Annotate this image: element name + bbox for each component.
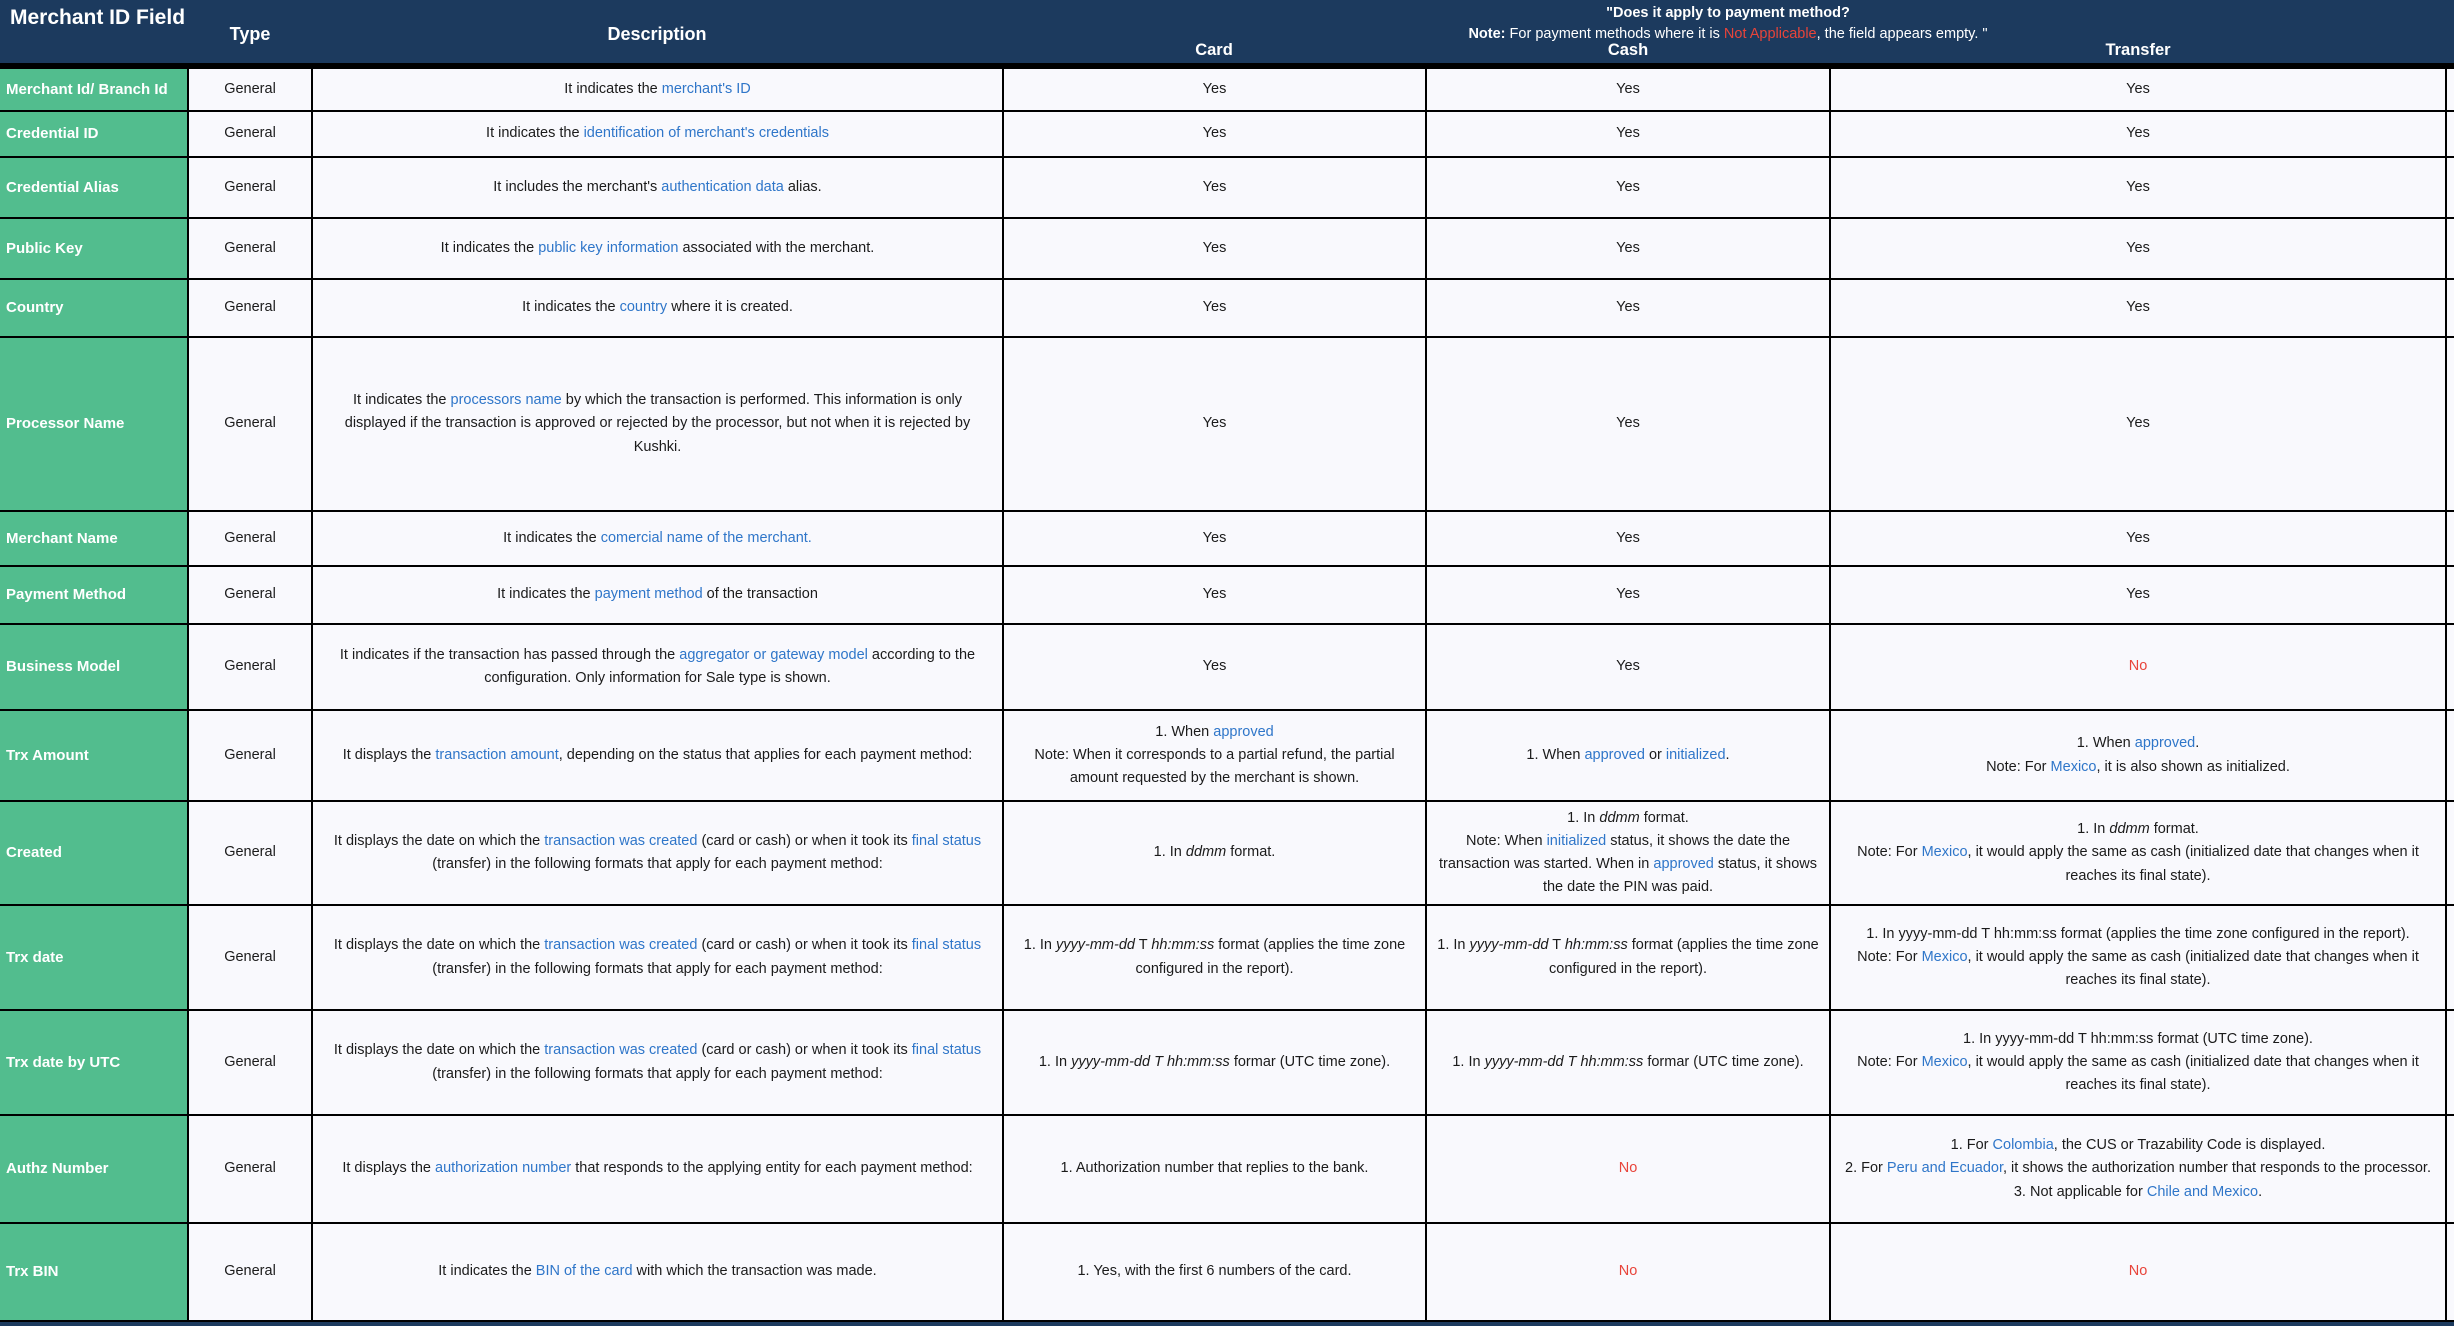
type-cell: General: [188, 566, 312, 624]
text-segment: 1. Authorization number that replies to the bank.: [1060, 1160, 1369, 1177]
column-header-cash: Cash: [1607, 41, 1649, 59]
type-cell: General: [188, 624, 312, 710]
field-label: Credential ID: [0, 111, 188, 157]
inline-link[interactable]: authorization number: [435, 1160, 572, 1177]
text-segment: alias.: [783, 178, 822, 195]
field-label: Trx BIN: [0, 1223, 188, 1321]
empty-cell: [2446, 68, 2454, 111]
text-segment: Yes: [1202, 658, 1227, 675]
card-cell: [1003, 157, 1426, 218]
text-segment: It indicates if the transaction has passed through the: [339, 646, 680, 663]
table-row: [0, 157, 2454, 218]
table-row: [0, 710, 2454, 801]
cash-cell: [1426, 1223, 1830, 1321]
inline-link[interactable]: country: [619, 299, 668, 316]
text-segment: Note: When it corresponds to a partial refund, the partial amount requested by the merchant is shown.: [1034, 746, 1395, 787]
inline-link[interactable]: approved: [2134, 735, 2196, 752]
note-prefix: Note:: [1468, 26, 1506, 43]
transfer-cell: [1830, 624, 2446, 710]
text-segment: Yes: [1202, 125, 1227, 142]
inline-link[interactable]: final status: [911, 832, 982, 849]
text-segment: T: [1134, 937, 1152, 954]
text-segment: or: [1644, 746, 1666, 763]
text-segment: Yes: [2126, 80, 2150, 97]
cash-cell: [1426, 1115, 1830, 1223]
field-label: Trx date: [0, 905, 188, 1010]
table-row: [0, 624, 2454, 710]
text-segment: Yes: [1616, 299, 1640, 316]
inline-link[interactable]: initialized: [1665, 746, 1726, 763]
apply-to-payment-method-note: [1468, 3, 1987, 45]
text-segment: , it would apply the same as cash (initialized date that changes when it reaches its final state).: [1967, 948, 2419, 989]
text-segment: associated with the merchant.: [678, 239, 875, 256]
cash-cell: [1426, 905, 1830, 1010]
field-label: Trx date by UTC: [0, 1010, 188, 1115]
text-segment: Yes: [2126, 239, 2150, 256]
transfer-cell: [1830, 801, 2446, 905]
inline-link[interactable]: approved: [1584, 746, 1645, 763]
desc-cell: [312, 157, 1003, 218]
text-segment: 1. In: [2077, 821, 2110, 838]
text-segment: It indicates the: [564, 80, 662, 97]
field-label: Payment Method: [0, 566, 188, 624]
note-text: For payment methods where it is: [1505, 26, 1724, 43]
text-segment: ddmm: [1185, 844, 1227, 861]
desc-cell: [312, 1010, 1003, 1115]
text-segment: with which the transaction was made.: [632, 1263, 877, 1280]
desc-cell: [312, 511, 1003, 566]
cash-cell: [1426, 157, 1830, 218]
type-cell: General: [188, 157, 312, 218]
inline-link[interactable]: final status: [911, 937, 982, 954]
card-cell: [1003, 1115, 1426, 1223]
text-segment: .: [2258, 1183, 2263, 1200]
text-segment: , it shows the authorization number that responds to the processor.: [2003, 1160, 2431, 1177]
cash-cell: [1426, 337, 1830, 511]
text-segment: Yes: [1616, 178, 1640, 195]
field-label: Trx Amount: [0, 710, 188, 801]
empty-cell: [2446, 1223, 2454, 1321]
type-cell: General: [188, 710, 312, 801]
card-cell: [1003, 710, 1426, 801]
text-segment: No: [2128, 658, 2148, 675]
empty-cell: [2446, 337, 2454, 511]
empty-cell: [2446, 511, 2454, 566]
empty-cell: [2446, 279, 2454, 337]
inline-link[interactable]: transaction was created: [544, 1042, 698, 1059]
text-segment: Yes: [1616, 125, 1640, 142]
inline-link[interactable]: initialized: [1546, 832, 1607, 849]
text-segment: Note: For: [1857, 844, 1922, 861]
empty-cell: [2446, 566, 2454, 624]
text-segment: status, it shows the date the transaction was started. When in: [1438, 832, 1791, 872]
text-segment: (transfer) in the following formats that apply for each payment method:: [432, 1065, 883, 1082]
card-cell: [1003, 511, 1426, 566]
column-header-type: Type: [229, 24, 271, 44]
field-label: Merchant Name: [0, 511, 188, 566]
text-segment: , it would apply the same as cash (initialized date that changes when it reaches its final state).: [1967, 1053, 2419, 1094]
text-segment: 1. In: [1567, 809, 1600, 826]
text-segment: Yes: [1616, 415, 1640, 432]
column-header-transfer: Transfer: [2105, 41, 2171, 59]
card-cell: [1003, 68, 1426, 111]
text-segment: .: [2195, 735, 2200, 752]
table-row: [0, 337, 2454, 511]
inline-link[interactable]: Mexico: [1921, 1053, 1968, 1070]
apply-question-line: "Does it apply to payment method?: [1606, 5, 1850, 21]
text-segment: (card or cash) or when it took its: [697, 1042, 912, 1059]
fields-table: [0, 67, 2454, 1322]
text-segment: format (applies the time zone configured in the report).: [1549, 937, 1819, 977]
text-segment: 1. In yyyy-mm-dd T hh:mm:ss format (UTC time zone).: [1963, 1030, 2313, 1047]
text-segment: formar (UTC time zone).: [1229, 1053, 1391, 1070]
text-segment: of the transaction: [702, 586, 818, 603]
empty-cell: [2446, 801, 2454, 905]
field-label: Public Key: [0, 218, 188, 279]
table-row: [0, 218, 2454, 279]
note-suffix: , the field appears empty. ": [1816, 26, 1988, 43]
not-applicable-highlight: Not Applicable: [1723, 26, 1817, 43]
text-segment: It displays the date on which the: [333, 832, 545, 849]
card-cell: [1003, 1223, 1426, 1321]
text-segment: T: [1548, 937, 1565, 954]
empty-cell: [2446, 1010, 2454, 1115]
text-segment: It displays the: [342, 746, 436, 763]
type-cell: General: [188, 68, 312, 111]
text-segment: It indicates the: [438, 1263, 536, 1280]
text-segment: hh:mm:ss: [1564, 937, 1628, 954]
card-cell: [1003, 337, 1426, 511]
table-row: [0, 279, 2454, 337]
field-label: Processor Name: [0, 337, 188, 511]
transfer-cell: [1830, 279, 2446, 337]
inline-link[interactable]: Colombia: [1992, 1137, 2054, 1154]
transfer-cell: [1830, 905, 2446, 1010]
field-label: Merchant Id/ Branch Id: [0, 68, 188, 111]
text-segment: It indicates the: [352, 392, 451, 409]
field-label: Credential Alias: [0, 157, 188, 218]
text-segment: It indicates the: [522, 299, 620, 316]
cash-cell: [1426, 801, 1830, 905]
inline-link[interactable]: final status: [911, 1042, 982, 1059]
text-segment: Yes: [1616, 658, 1640, 675]
desc-cell: [312, 68, 1003, 111]
text-segment: , depending on the status that applies for each payment method:: [558, 746, 973, 763]
text-segment: format.: [1226, 844, 1276, 861]
transfer-cell: [1830, 566, 2446, 624]
table-row: [0, 566, 2454, 624]
text-segment: , the CUS or Trazability Code is displayed.: [2053, 1137, 2326, 1154]
empty-cell: [2446, 624, 2454, 710]
card-cell: [1003, 1010, 1426, 1115]
text-segment: No: [2128, 1263, 2148, 1280]
text-segment: 1. In: [1153, 844, 1186, 861]
text-segment: format.: [2149, 821, 2199, 838]
table-row: [0, 801, 2454, 905]
text-segment: 1. In: [1038, 1053, 1072, 1070]
transfer-cell: [1830, 68, 2446, 111]
desc-cell: [312, 905, 1003, 1010]
text-segment: format.: [1639, 809, 1689, 826]
text-segment: ddmm: [2109, 821, 2150, 838]
text-segment: by which the transaction is performed. This information is only displayed if the transaction is approved or rejected by the processor, but not when it is rejected by Kushki.: [344, 392, 971, 455]
apply-note-line: [1468, 24, 1987, 45]
text-segment: Note: For: [1857, 1053, 1922, 1070]
field-label: Country: [0, 279, 188, 337]
empty-cell: [2446, 905, 2454, 1010]
cash-cell: [1426, 111, 1830, 157]
inline-link[interactable]: processors name: [450, 392, 562, 409]
empty-cell: [2446, 218, 2454, 279]
text-segment: Yes: [1616, 529, 1640, 546]
text-segment: Yes: [1202, 239, 1227, 256]
inline-link[interactable]: approved: [1213, 723, 1274, 740]
text-segment: 1. In: [1452, 1053, 1485, 1070]
transfer-cell: [1830, 1115, 2446, 1223]
text-segment: .: [1725, 746, 1730, 763]
cash-cell: [1426, 624, 1830, 710]
text-segment: No: [1618, 1263, 1638, 1280]
type-cell: General: [188, 337, 312, 511]
text-segment: 1. In yyyy-mm-dd T hh:mm:ss format (applies the time zone configured in the report).: [1866, 925, 2410, 942]
text-segment: ddmm: [1599, 809, 1640, 826]
text-segment: Yes: [1202, 586, 1227, 603]
text-segment: Yes: [1202, 529, 1227, 546]
type-cell: General: [188, 801, 312, 905]
empty-cell: [2446, 710, 2454, 801]
transfer-cell: [1830, 111, 2446, 157]
desc-cell: [312, 111, 1003, 157]
desc-cell: [312, 1223, 1003, 1321]
card-cell: [1003, 905, 1426, 1010]
text-segment: where it is created.: [667, 299, 793, 316]
text-segment: Note: For: [1986, 758, 2051, 775]
transfer-cell: [1830, 218, 2446, 279]
inline-link[interactable]: Chile and Mexico: [2146, 1183, 2259, 1200]
cash-cell: [1426, 218, 1830, 279]
transfer-cell: [1830, 511, 2446, 566]
text-segment: (transfer) in the following formats that apply for each payment method:: [432, 856, 883, 872]
cash-cell: [1426, 1010, 1830, 1115]
field-label: Created: [0, 801, 188, 905]
cash-cell: [1426, 710, 1830, 801]
desc-cell: [312, 710, 1003, 801]
transfer-cell: [1830, 1223, 2446, 1321]
text-segment: 1. When: [1155, 723, 1214, 740]
text-segment: Yes: [1202, 299, 1227, 316]
text-segment: Yes: [1616, 239, 1640, 256]
text-segment: 2. For: [1845, 1160, 1887, 1177]
text-segment: 1. When: [2076, 735, 2135, 752]
inline-link[interactable]: comercial name of the merchant.: [600, 529, 812, 546]
cash-cell: [1426, 566, 1830, 624]
table-row: [0, 511, 2454, 566]
empty-cell: [2446, 157, 2454, 218]
empty-cell: [2446, 1115, 2454, 1223]
type-cell: General: [188, 111, 312, 157]
desc-cell: [312, 279, 1003, 337]
transfer-cell: [1830, 337, 2446, 511]
text-segment: Note: For: [1857, 948, 1922, 965]
column-header-description: Description: [607, 24, 707, 44]
text-segment: formar (UTC time zone).: [1643, 1053, 1804, 1070]
text-segment: that responds to the applying entity for each payment method:: [571, 1160, 973, 1177]
text-segment: Yes: [1616, 586, 1640, 603]
text-segment: Yes: [2126, 529, 2150, 546]
desc-cell: [312, 801, 1003, 905]
text-segment: yyyy-mm-dd: [1056, 937, 1135, 954]
inline-link[interactable]: approved: [1653, 856, 1714, 872]
table-row: [0, 1115, 2454, 1223]
type-cell: General: [188, 218, 312, 279]
cash-cell: [1426, 511, 1830, 566]
text-segment: 1. For: [1950, 1137, 1993, 1154]
text-segment: (transfer) in the following formats that apply for each payment method:: [432, 960, 883, 977]
cash-cell: [1426, 279, 1830, 337]
type-cell: General: [188, 279, 312, 337]
inline-link[interactable]: transaction was created: [544, 937, 698, 954]
desc-cell: [312, 218, 1003, 279]
text-segment: status, it shows the date the PIN was paid.: [1542, 856, 1817, 896]
text-segment: , it would apply the same as cash (initialized date that changes when it reaches its final state).: [1967, 844, 2419, 884]
column-header-card: Card: [1195, 41, 1233, 59]
card-cell: [1003, 624, 1426, 710]
text-segment: hh:mm:ss: [1151, 937, 1215, 954]
table-row: [0, 68, 2454, 111]
inline-link[interactable]: authentication data: [661, 178, 784, 195]
text-segment: It displays the date on which the: [333, 1042, 545, 1059]
table-header: [0, 0, 2454, 67]
type-cell: General: [188, 1115, 312, 1223]
card-cell: [1003, 111, 1426, 157]
page-title: Merchant ID Field: [10, 6, 186, 29]
inline-link[interactable]: Mexico: [1921, 948, 1968, 965]
inline-link[interactable]: transaction was created: [544, 832, 698, 849]
text-segment: It indicates the: [503, 529, 601, 546]
type-cell: General: [188, 905, 312, 1010]
card-cell: [1003, 801, 1426, 905]
desc-cell: [312, 624, 1003, 710]
text-segment: (card or cash) or when it took its: [697, 832, 912, 849]
text-segment: 1. In: [1023, 937, 1057, 954]
desc-cell: [312, 337, 1003, 511]
text-segment: 1. Yes, with the first 6 numbers of the card.: [1077, 1263, 1352, 1280]
desc-cell: [312, 1115, 1003, 1223]
text-segment: according to the configuration. Only information for Sale type is shown.: [484, 646, 976, 686]
inline-link[interactable]: merchant's ID: [661, 80, 751, 97]
table-row: [0, 111, 2454, 157]
text-segment: Yes: [2126, 415, 2150, 432]
text-segment: yyyy-mm-dd T hh:mm:ss: [1484, 1053, 1644, 1070]
type-cell: General: [188, 1010, 312, 1115]
table-row: [0, 905, 2454, 1010]
text-segment: 3. Not applicable for: [2013, 1183, 2147, 1200]
text-segment: It displays the: [342, 1160, 436, 1177]
cash-cell: [1426, 68, 1830, 111]
text-segment: Yes: [1202, 415, 1227, 432]
transfer-cell: [1830, 1010, 2446, 1115]
desc-cell: [312, 566, 1003, 624]
text-segment: Yes: [1202, 178, 1227, 195]
next-section-header-strip: [0, 1322, 2454, 1326]
text-segment: 1. In: [1437, 937, 1470, 954]
type-cell: General: [188, 1223, 312, 1321]
text-segment: It includes the merchant's: [493, 178, 662, 195]
inline-link[interactable]: Mexico: [2050, 758, 2097, 775]
text-segment: It displays the date on which the: [333, 937, 545, 954]
card-cell: [1003, 218, 1426, 279]
text-segment: yyyy-mm-dd T hh:mm:ss: [1071, 1053, 1230, 1070]
text-segment: Yes: [1616, 80, 1640, 97]
field-label: Authz Number: [0, 1115, 188, 1223]
card-cell: [1003, 566, 1426, 624]
text-segment: No: [1618, 1160, 1638, 1177]
card-cell: [1003, 279, 1426, 337]
inline-link[interactable]: transaction amount: [435, 746, 559, 763]
text-segment: It indicates the: [497, 586, 595, 603]
text-segment: Yes: [2126, 586, 2150, 603]
inline-link[interactable]: payment method: [594, 586, 703, 603]
table-row: [0, 1223, 2454, 1321]
inline-link[interactable]: aggregator or gateway model: [679, 646, 868, 663]
transfer-cell: [1830, 157, 2446, 218]
transfer-cell: [1830, 710, 2446, 801]
field-label: Business Model: [0, 624, 188, 710]
text-segment: Yes: [2126, 178, 2150, 195]
text-segment: Yes: [2126, 299, 2150, 316]
text-segment: It indicates the: [486, 125, 584, 142]
inline-link[interactable]: public key information: [538, 239, 679, 256]
inline-link[interactable]: Peru and Ecuador: [1886, 1160, 2003, 1177]
table-row: [0, 1010, 2454, 1115]
text-segment: (card or cash) or when it took its: [697, 937, 912, 954]
text-segment: Yes: [2126, 125, 2150, 142]
text-segment: , it is also shown as initialized.: [2096, 758, 2290, 775]
text-segment: Yes: [1202, 80, 1227, 97]
inline-link[interactable]: BIN of the card: [535, 1263, 633, 1280]
text-segment: yyyy-mm-dd: [1469, 937, 1549, 954]
inline-link[interactable]: identification of merchant's credentials: [583, 125, 829, 142]
text-segment: It indicates the: [440, 239, 539, 256]
text-segment: 1. When: [1526, 746, 1585, 763]
text-segment: Note: When: [1465, 832, 1547, 849]
text-segment: format (applies the time zone configured in the report).: [1135, 937, 1406, 977]
empty-cell: [2446, 111, 2454, 157]
type-cell: General: [188, 511, 312, 566]
inline-link[interactable]: Mexico: [1921, 844, 1968, 861]
